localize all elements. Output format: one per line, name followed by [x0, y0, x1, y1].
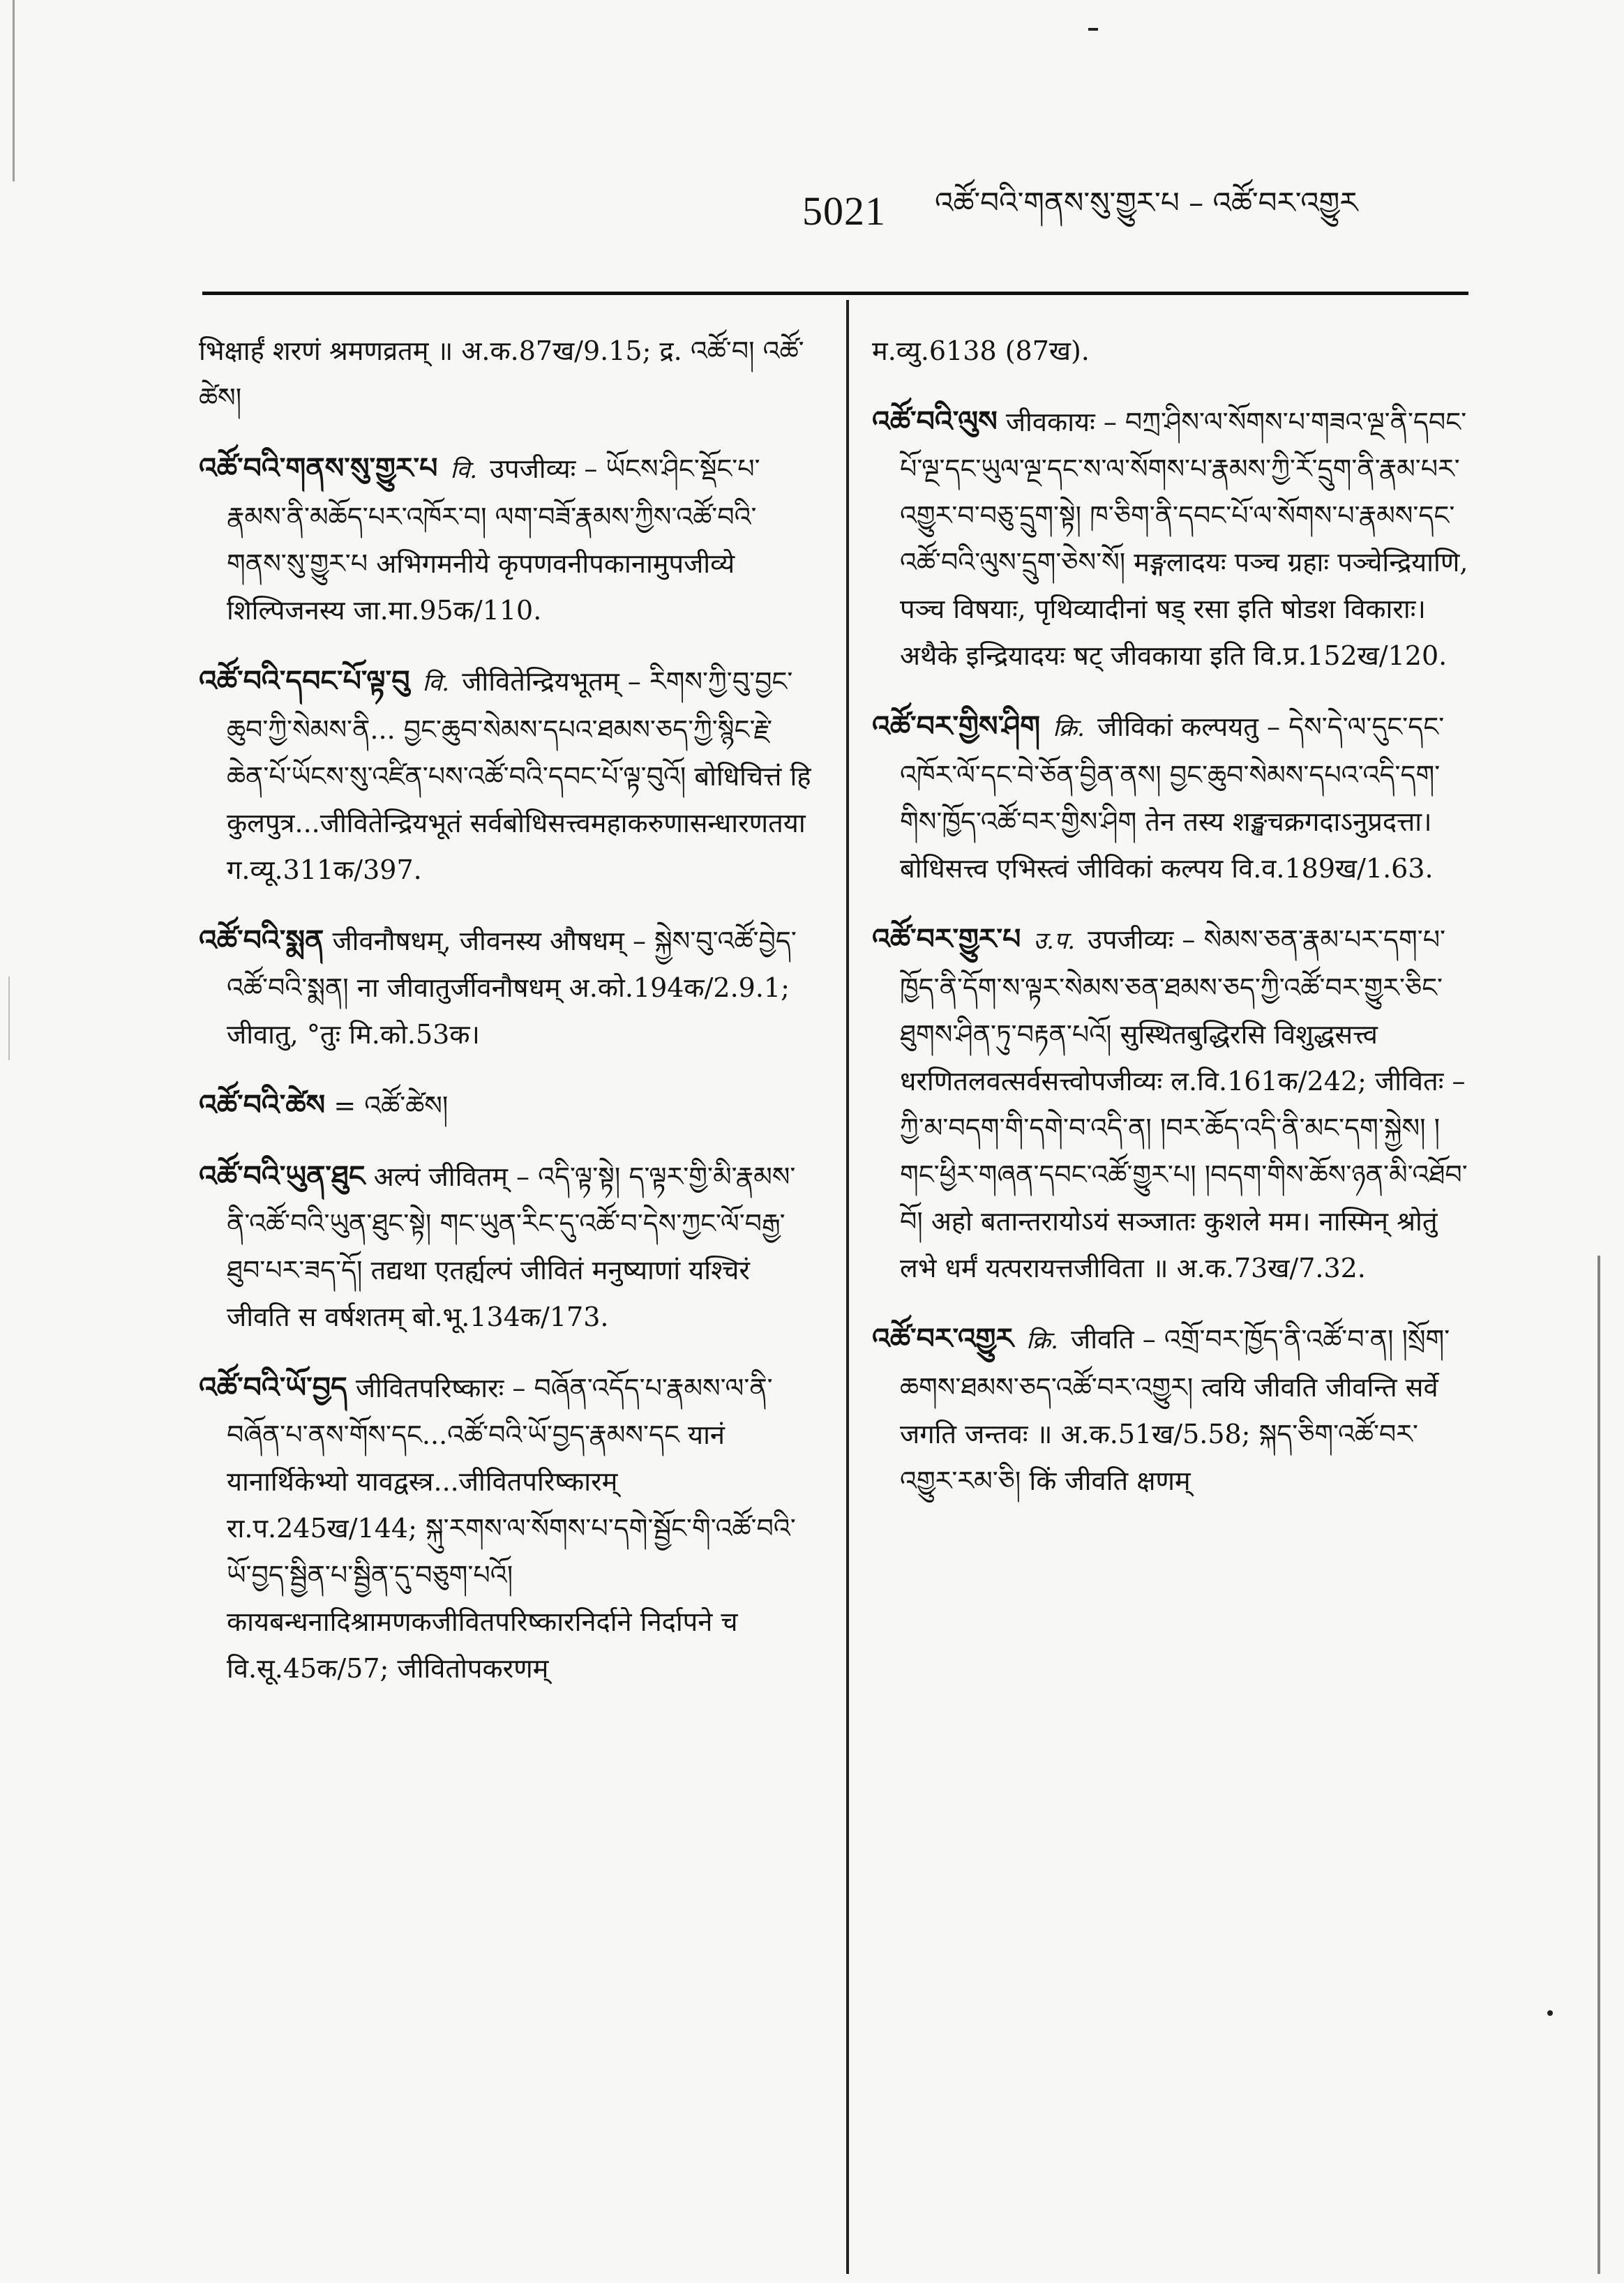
entry-continuation	[199, 328, 813, 421]
scan-speck-top	[1088, 28, 1098, 31]
entry-text: जीविकां कल्पयतु – དེས་དེ་ལ་དུང་དང་འཁོར་ལོ་དང་བེ་ཅོན་བྱིན་ནས། བྱང་ཆུབ་སེམས་དཔའ་འདི་དག་གིས་ཁྱོད་འཚོ་བར་གྱིས་ཤིག तेन तस्य शङ्खचक्रगदाऽनुप्रदत्ता। बोधिसत्त्व एभिस्त्वं जीविकां कल्पय वि.व.189ख/1.63.	[900, 711, 1445, 884]
entry-text: भिक्षार्हं शरणं श्रमणव्रतम् ॥ अ.क.87ख/9.15; द्र. འཚོ་བ། འཚོ་ཚེས།	[199, 336, 804, 413]
entry-headword: འཚོ་བའི་ཚེས	[199, 1088, 326, 1122]
dictionary-entry	[199, 917, 813, 1058]
entry-headword: འཚོ་བའི་སྨན	[199, 924, 324, 957]
scan-edge-left-lower	[8, 977, 10, 1060]
entry-text: म.व्यु.6138 (87ख).	[872, 336, 1090, 366]
dictionary-entry	[199, 445, 813, 634]
grammar-tag: वि.	[450, 456, 478, 484]
entry-text: जीवनौषधम्, जीवनस्य औषधम् – སྐྱེས་བུ་འཚོ་བྱེད་འཚོ་བའི་སྨན། ना जीवातुर्जीवनौषधम् अ.को.194क/2.9.1; जीवातु, °तुः मि.को.53क।	[227, 926, 797, 1050]
entry-headword: འཚོ་བར་གྱུར་པ	[872, 922, 1021, 956]
dictionary-entry	[872, 1316, 1472, 1505]
entry-headword: འཚོ་བའི་ལུས	[872, 405, 998, 438]
scan-edge-right	[1597, 1256, 1600, 2274]
entry-text: जीवितेन्द्रियभूतम् – རིགས་ཀྱི་བུ་བྱང་ཆུབ་ཀྱི་སེམས་ནི... བྱང་ཆུབ་སེམས་དཔའ་ཐམས་ཅད་ཀྱི་སྙིང་རྗེ་ཆེན་པོ་ཡོངས་སུ་འཛིན་པས་འཚོ་བའི་དབང་པོ་ལྟ་བུའོ། बोधिचित्तं हि कुलपुत्र...जीवितेन्द्रियभूतं सर्वबोधिसत्त्वमहाकरुणासन्धारणतया ग.व्यू.311क/397.	[227, 666, 811, 885]
entry-text: जीवति – འགྲོ་བར་ཁྱོད་ནི་འཚོ་བ་ན། །སྲོག་ཆགས་ཐམས་ཅད་འཚོ་བར་འགྱུར། त्वयि जीवति जीवन्ति सर्वे जगति जन्तवः ॥ अ.क.51ख/5.58; སྐད་ཅིག་འཚོ་བར་འགྱུར་རམ་ཅི། किं जीवति क्षणम्	[900, 1324, 1450, 1496]
page-header	[802, 183, 1500, 239]
column-divider	[846, 300, 849, 2274]
running-head: འཚོ་བའི་གནས་སུ་གྱུར་པ – འཚོ་བར་འགྱུར	[935, 185, 1358, 220]
header-rule	[202, 292, 1468, 295]
entry-headword: འཚོ་བའི་ཡོ་བྱད	[199, 1371, 347, 1404]
entry-text: उपजीव्यः – ཡོངས་ཤིང་སྡོང་པ་རྣམས་ནི་མཆོད་པར་འཁོར་བ། ལག་བཟོ་རྣམས་ཀྱིས་འཚོ་བའི་གནས་སུ་གྱུར་པ अभिगमनीये कृपणवनीपकानामुपजीव्ये शिल्पिजनस्य जा.मा.95क/110.	[227, 453, 760, 626]
dictionary-entry	[872, 703, 1472, 892]
grammar-tag: क्रि.	[1053, 714, 1085, 742]
entry-text: अल्पं जीवितम् – འདི་ལྟ་སྟེ། ད་ལྟར་གྱི་མི་རྣམས་ནི་འཚོ་བའི་ཡུན་ཐུང་སྟེ། གང་ཡུན་རིང་དུ་འཚོ་བ་དེས་ཀྱང་ལོ་བརྒྱ་ཐུབ་པར་ཟད་དོ། तद्यथा एतर्ह्यल्पं जीवितं मनुष्याणां यश्चिरं जीवति स वर्षशतम् बो.भू.134क/173.	[227, 1161, 796, 1332]
entry-text: उपजीव्यः – སེམས་ཅན་རྣམ་པར་དག་པ་ཁྱོད་ནི་དོག་ས་ལྟར་སེམས་ཅན་ཐམས་ཅད་ཀྱི་འཚོ་བར་གྱུར་ཅིང་ཐུགས་ཤིན་ཏུ་བརྟན་པའོ། सुस्थितबुद्धिरसि विशुद्धसत्त्व धरणितलवत्सर्वसत्त्वोपजीव्यः ल.वि.161क/242; जीवितः – ཀྱི་མ་བདག་གི་དགེ་བ་འདི་ན། །བར་ཆོད་འདི་ནི་མང་དག་སྐྱེས། །གང་ཕྱིར་གཞན་དབང་འཚོ་གྱུར་པ། །བདག་གིས་ཆོས་ཉན་མི་འཐོབ་བོ། अहो बतान्तरायोऽयं सञ्जातः कुशले मम। नास्मिन् श्रोतुं लभे धर्मं यत्परायत्तजीविता ॥ अ.क.73ख/7.32.	[900, 924, 1468, 1283]
page-number: 5021	[802, 188, 886, 234]
dictionary-entry	[199, 1082, 813, 1129]
scan-edge-left	[13, 0, 15, 181]
grammar-tag: वि.	[422, 669, 450, 697]
entry-headword: འཚོ་བའི་ཡུན་ཐུང	[199, 1159, 366, 1193]
scan-speck-right	[1547, 2010, 1553, 2016]
entry-headword: འཚོ་བའི་གནས་སུ་གྱུར་པ	[199, 451, 438, 485]
entry-text: जीवितपरिष्कारः – བཞོན་འདོད་པ་རྣམས་ལ་ནི་བཞོན་པ་ནས་གོས་དང...འཚོ་བའི་ཡོ་བྱད་རྣམས་དང यानं यानार्थिकेभ्यो यावद्वस्त्र...जीवितपरिष्कारम् रा.प.245ख/144; སྐུ་རགས་ལ་སོགས་པ་དགེ་སྦྱོང་གི་འཚོ་བའི་ཡོ་བྱད་སྦྱིན་པ་སྦྱིན་དུ་བཅུག་པའོ། कायबन्धनादिश्रामणकजीवितपरिष्कारनिर्दाने निर्दापने च वि.सू.45क/57; जीवितोपकरणम्	[227, 1373, 796, 1684]
entry-continuation	[872, 328, 1472, 375]
entry-headword: འཚོ་བར་གྱིས་ཤིག	[872, 709, 1041, 743]
dictionary-entry	[872, 916, 1472, 1292]
entry-text: = འཚོ་ཚེས།	[333, 1090, 449, 1121]
right-column	[872, 328, 1472, 2267]
dictionary-entry	[199, 1153, 813, 1341]
entry-headword: འཚོ་བར་འགྱུར	[872, 1322, 1014, 1355]
entry-headword: འཚོ་བའི་དབང་པོ་ལྟ་བུ	[199, 664, 410, 698]
entry-text: जीवकायः – བཀྲ་ཤིས་ལ་སོགས་པ་གཟའ་ལྔ་ནི་དབང་པོ་ལྔ་དང་ཡུལ་ལྔ་དང་ས་ལ་སོགས་པ་རྣམས་ཀྱི་རོ་དྲུག་ནི་རྣམ་པར་འགྱུར་བ་བཅུ་དྲུག་སྟེ། ཁ་ཅིག་ནི་དབང་པོ་ལ་སོགས་པ་རྣམས་དང་འཚོ་བའི་ལུས་དྲུག་ཅེས་སོ། मङ्गलादयः पञ्च ग्रहाः पञ्चेन्द्रियाणि, पञ्च विषयाः, पृथिव्यादीनां षड् रसा इति षोडश विकाराः। अथैके इन्द्रियादयः षट् जीवकाया इति वि.प्र.152ख/120.	[900, 407, 1468, 671]
dictionary-entry	[199, 1364, 813, 1692]
dictionary-entry	[199, 658, 813, 894]
left-column	[199, 328, 813, 2267]
grammar-tag: उ.प.	[1033, 927, 1076, 955]
grammar-tag: क्रि.	[1026, 1327, 1058, 1355]
dictionary-entry	[872, 398, 1472, 679]
